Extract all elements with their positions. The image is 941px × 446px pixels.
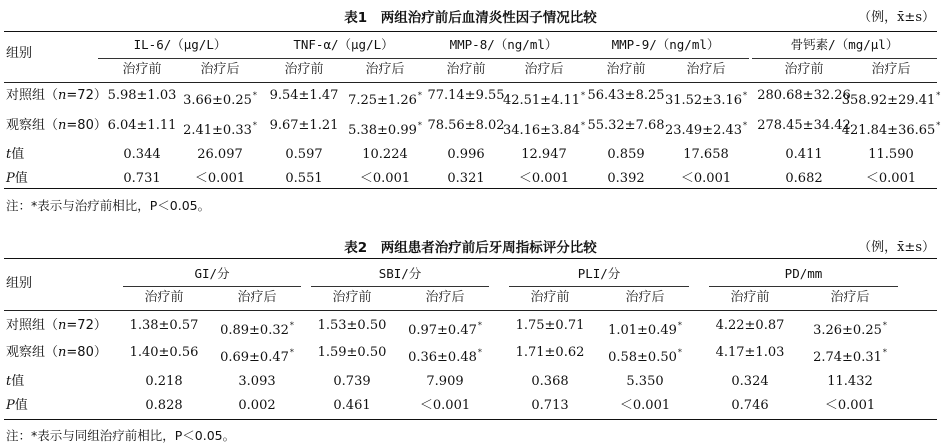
group-header: 组别 bbox=[6, 276, 33, 291]
significance-mark: * bbox=[743, 121, 748, 130]
after-treatment-header: 治疗后 bbox=[625, 290, 665, 305]
row-label: 对照组（n=72） bbox=[6, 318, 107, 333]
significance-mark: * bbox=[882, 321, 887, 330]
significance-mark: * bbox=[417, 121, 422, 130]
table-cell: 17.658 bbox=[683, 147, 729, 162]
table-cell: 4.22±0.87 bbox=[715, 318, 785, 333]
table-cell: ＜0.001 bbox=[419, 398, 471, 413]
table-cell: 0.89±0.32* bbox=[220, 321, 294, 338]
table-cell: 55.32±7.68 bbox=[587, 118, 665, 133]
row-label: 观察组（n=80） bbox=[6, 118, 107, 133]
table-cell: 9.54±1.47 bbox=[269, 88, 339, 103]
group-underline bbox=[421, 58, 586, 59]
group-underline bbox=[123, 286, 301, 287]
column-group-header: SBI/分 bbox=[378, 266, 422, 281]
row-label: t值 bbox=[6, 147, 25, 162]
before-treatment-header: 治疗前 bbox=[530, 290, 570, 305]
table-cell: 0.392 bbox=[607, 171, 645, 186]
table-cell: 421.84±36.65* bbox=[841, 121, 941, 138]
table-cell: 9.67±1.21 bbox=[269, 118, 339, 133]
table-cell: 0.344 bbox=[123, 147, 161, 162]
table-cell: 11.432 bbox=[827, 374, 873, 389]
table-cell: 4.17±1.03 bbox=[715, 345, 785, 360]
table-cell: 34.16±3.84* bbox=[502, 121, 586, 138]
table-cell: 0.713 bbox=[531, 398, 569, 413]
before-treatment-header: 治疗前 bbox=[332, 290, 372, 305]
significance-mark: * bbox=[743, 91, 748, 100]
column-group-header: MMP-8/（ng/ml） bbox=[449, 37, 558, 52]
bottom-rule bbox=[4, 419, 937, 420]
significance-mark: * bbox=[581, 121, 586, 130]
table-cell: 31.52±3.16* bbox=[664, 91, 748, 108]
table-2-note bbox=[6, 426, 235, 444]
group-underline bbox=[509, 286, 689, 287]
significance-mark: * bbox=[936, 91, 941, 100]
before-treatment-header: 治疗前 bbox=[730, 290, 770, 305]
table-cell: 358.92±29.41* bbox=[841, 91, 941, 108]
table-cell: 1.01±0.49* bbox=[608, 321, 682, 338]
row-label: P值 bbox=[6, 171, 28, 186]
significance-mark: * bbox=[417, 91, 422, 100]
before-treatment-header: 治疗前 bbox=[446, 62, 486, 77]
table-cell: 5.38±0.99* bbox=[348, 121, 422, 138]
column-group-header: IL-6/（μg/L） bbox=[133, 37, 227, 52]
table-2 bbox=[0, 230, 941, 446]
before-treatment-header: 治疗前 bbox=[284, 62, 324, 77]
table-cell: 1.40±0.56 bbox=[129, 345, 199, 360]
table-1-caption bbox=[0, 0, 941, 26]
table-cell: ＜0.001 bbox=[518, 171, 570, 186]
table-cell: 1.59±0.50 bbox=[317, 345, 387, 360]
table-cell: 0.97±0.47* bbox=[408, 321, 482, 338]
table-1-note bbox=[6, 196, 210, 214]
after-treatment-header: 治疗后 bbox=[200, 62, 240, 77]
after-treatment-header: 治疗后 bbox=[365, 62, 405, 77]
header-rule bbox=[4, 82, 937, 83]
significance-mark: * bbox=[677, 321, 682, 330]
table-cell: 42.51±4.11* bbox=[502, 91, 586, 108]
after-treatment-header: 治疗后 bbox=[237, 290, 277, 305]
table-cell: 0.69±0.47* bbox=[220, 348, 294, 365]
table-cell: 3.26±0.25* bbox=[813, 321, 887, 338]
before-treatment-header: 治疗前 bbox=[144, 290, 184, 305]
table-cell: 6.04±1.11 bbox=[107, 118, 177, 133]
after-treatment-header: 治疗后 bbox=[425, 290, 465, 305]
significance-mark: * bbox=[289, 348, 294, 357]
table-cell: 0.551 bbox=[285, 171, 323, 186]
before-treatment-header: 治疗前 bbox=[606, 62, 646, 77]
table-cell: 0.411 bbox=[785, 147, 823, 162]
table-cell: 0.321 bbox=[447, 171, 485, 186]
column-group-header: PLI/分 bbox=[577, 266, 621, 281]
table-cell: 0.368 bbox=[531, 374, 569, 389]
row-label: t值 bbox=[6, 374, 25, 389]
row-label: 对照组（n=72） bbox=[6, 88, 107, 103]
table-cell: 0.002 bbox=[238, 398, 276, 413]
table-cell: ＜0.001 bbox=[865, 171, 917, 186]
after-treatment-header: 治疗后 bbox=[830, 290, 870, 305]
table-cell: 2.74±0.31* bbox=[813, 348, 887, 365]
table-cell: 0.731 bbox=[123, 171, 161, 186]
column-group-header: MMP-9/（ng/ml） bbox=[611, 37, 720, 52]
table-cell: 0.324 bbox=[731, 374, 769, 389]
table-cell: 11.590 bbox=[868, 147, 914, 162]
significance-mark: * bbox=[477, 348, 482, 357]
table-cell: 2.41±0.33* bbox=[183, 121, 257, 138]
table-cell: 5.350 bbox=[626, 374, 664, 389]
table-cell: ＜0.001 bbox=[619, 398, 671, 413]
table-cell: 0.739 bbox=[333, 374, 371, 389]
table-cell: 0.746 bbox=[731, 398, 769, 413]
group-underline bbox=[311, 286, 489, 287]
after-treatment-header: 治疗后 bbox=[871, 62, 911, 77]
table-cell: 0.58±0.50* bbox=[608, 348, 682, 365]
table-cell: 1.71±0.62 bbox=[515, 345, 585, 360]
note-text: 注：*表示与同组治疗前相比，P＜0.05。 bbox=[6, 428, 236, 443]
significance-mark: * bbox=[477, 321, 482, 330]
table-cell: 7.909 bbox=[426, 374, 464, 389]
table-2-title: 表2 两组患者治疗前后牙周指标评分比较 bbox=[344, 240, 597, 256]
after-treatment-header: 治疗后 bbox=[686, 62, 726, 77]
group-underline bbox=[752, 58, 937, 59]
top-rule bbox=[4, 31, 937, 32]
column-group-header: PD/mm bbox=[784, 266, 823, 281]
table-cell: 1.38±0.57 bbox=[129, 318, 199, 333]
top-rule bbox=[4, 258, 937, 259]
table-cell: 7.25±1.26* bbox=[348, 91, 422, 108]
column-group-header: 骨钙素/（mg/μl） bbox=[790, 37, 899, 52]
table-cell: 10.224 bbox=[362, 147, 408, 162]
group-underline bbox=[98, 58, 262, 59]
table-1-title: 表1 两组治疗前后血清炎性因子情况比较 bbox=[344, 10, 597, 26]
bottom-rule bbox=[4, 188, 937, 189]
table-cell: 78.56±8.02 bbox=[427, 118, 505, 133]
after-treatment-header: 治疗后 bbox=[524, 62, 564, 77]
table-cell: 5.98±1.03 bbox=[107, 88, 177, 103]
table-cell: 0.36±0.48* bbox=[408, 348, 482, 365]
table-cell: 0.461 bbox=[333, 398, 371, 413]
table-cell: 0.828 bbox=[145, 398, 183, 413]
table-cell: 0.597 bbox=[285, 147, 323, 162]
note-text: 注：*表示与治疗前相比，P＜0.05。 bbox=[6, 198, 211, 213]
table-cell: 280.68±32.26 bbox=[757, 88, 851, 103]
before-treatment-header: 治疗前 bbox=[122, 62, 162, 77]
significance-mark: * bbox=[252, 91, 257, 100]
significance-mark: * bbox=[936, 121, 941, 130]
table-cell: 0.218 bbox=[145, 374, 183, 389]
group-underline bbox=[262, 58, 425, 59]
table-cell: ＜0.001 bbox=[359, 171, 411, 186]
row-label: 观察组（n=80） bbox=[6, 345, 107, 360]
column-group-header: GI/分 bbox=[194, 266, 230, 281]
table-cell: 0.682 bbox=[785, 171, 823, 186]
table-cell: 1.53±0.50 bbox=[317, 318, 387, 333]
group-underline bbox=[709, 286, 898, 287]
table-cell: 1.75±0.71 bbox=[515, 318, 585, 333]
significance-mark: * bbox=[252, 121, 257, 130]
column-group-header: TNF-α/（μg/L） bbox=[293, 37, 394, 52]
significance-mark: * bbox=[677, 348, 682, 357]
group-underline bbox=[582, 58, 749, 59]
table-cell: 12.947 bbox=[521, 147, 567, 162]
table-cell: 26.097 bbox=[197, 147, 243, 162]
significance-mark: * bbox=[289, 321, 294, 330]
row-label: P值 bbox=[6, 398, 28, 413]
table-cell: 278.45±34.42 bbox=[757, 118, 851, 133]
table-cell: 0.859 bbox=[607, 147, 645, 162]
header-rule bbox=[4, 310, 937, 311]
table-cell: ＜0.001 bbox=[680, 171, 732, 186]
table-cell: 3.66±0.25* bbox=[183, 91, 257, 108]
significance-mark: * bbox=[581, 91, 586, 100]
table-1 bbox=[0, 0, 941, 215]
table-1-unit: （例，x̄±s） bbox=[858, 10, 935, 25]
significance-mark: * bbox=[882, 348, 887, 357]
table-cell: 0.996 bbox=[447, 147, 485, 162]
table-cell: 23.49±2.43* bbox=[664, 121, 748, 138]
table-cell: ＜0.001 bbox=[194, 171, 246, 186]
before-treatment-header: 治疗前 bbox=[784, 62, 824, 77]
table-2-caption bbox=[0, 230, 941, 256]
table-cell: 77.14±9.55 bbox=[427, 88, 505, 103]
group-header: 组别 bbox=[6, 46, 33, 61]
table-2-unit: （例，x̄±s） bbox=[858, 240, 935, 255]
table-cell: ＜0.001 bbox=[824, 398, 876, 413]
table-cell: 3.093 bbox=[238, 374, 276, 389]
table-cell: 56.43±8.25 bbox=[587, 88, 665, 103]
